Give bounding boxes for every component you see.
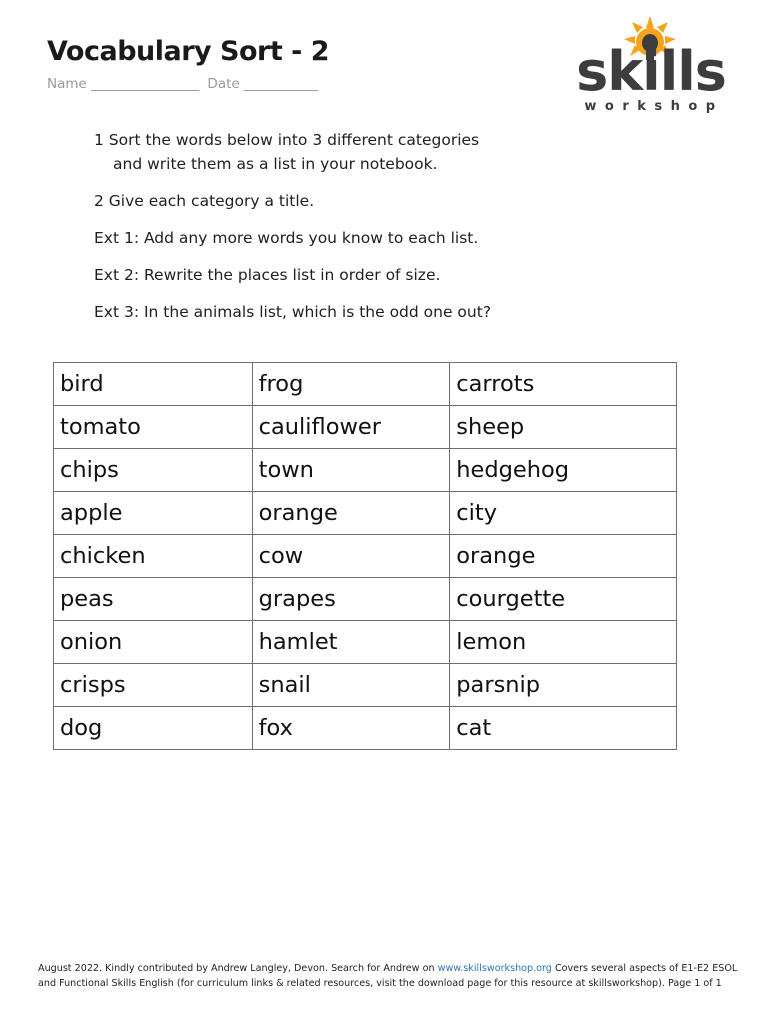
word-cell: parsnip: [450, 664, 677, 707]
logo-subword: workshop: [584, 99, 724, 114]
word-cell: crisps: [54, 664, 253, 707]
table-row: [54, 449, 677, 492]
table-row: [54, 621, 677, 664]
instruction-ext-2: Ext 2: Rewrite the places list in order of size.: [94, 266, 441, 284]
word-cell: snail: [252, 664, 450, 707]
skills-workshop-logo: [566, 14, 736, 118]
word-cell: tomato: [54, 406, 253, 449]
footer-text-end: Covers several aspects of E1-E2 ESOL and Functional Skills English (for curriculum links & related resources, visit the download page for this resource at skillsworkshop). Page 1 of 1: [38, 963, 738, 989]
table-row: [54, 707, 677, 750]
word-cell: dog: [54, 707, 253, 750]
word-cell: hedgehog: [450, 449, 677, 492]
instructions: [94, 128, 654, 324]
word-cell: cauliflower: [252, 406, 450, 449]
instruction-step-1-continued: and write them as a list in your notebook.: [113, 155, 438, 173]
word-cell: chicken: [54, 535, 253, 578]
name-field: Name ________________: [47, 76, 200, 92]
word-cell: hamlet: [252, 621, 450, 664]
word-cell: cat: [450, 707, 677, 750]
word-cell: orange: [450, 535, 677, 578]
word-cell: orange: [252, 492, 450, 535]
table-row: [54, 535, 677, 578]
footer-text-start: August 2022. Kindly contributed by Andrew Langley, Devon. Search for Andrew on: [38, 963, 438, 974]
instruction-ext-1: Ext 1: Add any more words you know to each list.: [94, 229, 479, 247]
word-cell: grapes: [252, 578, 450, 621]
word-cell: frog: [252, 363, 450, 406]
word-cell: lemon: [450, 621, 677, 664]
table-row: [54, 363, 677, 406]
instruction-step-2: 2 Give each category a title.: [94, 192, 315, 210]
word-cell: courgette: [450, 578, 677, 621]
word-cell: carrots: [450, 363, 677, 406]
word-cell: cow: [252, 535, 450, 578]
table-row: [54, 664, 677, 707]
word-cell: onion: [54, 621, 253, 664]
page-title: Vocabulary Sort - 2: [47, 36, 330, 67]
word-cell: bird: [54, 363, 253, 406]
footer: [38, 962, 750, 991]
word-cell: fox: [252, 707, 450, 750]
table-row: [54, 492, 677, 535]
word-cell: peas: [54, 578, 253, 621]
table-row: [54, 406, 677, 449]
footer-website-link[interactable]: www.skillsworkshop.org: [437, 963, 552, 974]
word-cell: apple: [54, 492, 253, 535]
word-cell: town: [252, 449, 450, 492]
logo-word: skills: [576, 40, 726, 103]
date-field: Date ___________: [207, 76, 319, 92]
table-row: [54, 578, 677, 621]
word-cell: chips: [54, 449, 253, 492]
word-table: [53, 362, 677, 750]
word-cell: sheep: [450, 406, 677, 449]
name-date-line: [47, 76, 322, 92]
instruction-step-1: 1 Sort the words below into 3 different categories: [94, 131, 480, 149]
instruction-ext-3: Ext 3: In the animals list, which is the odd one out?: [94, 303, 492, 321]
word-cell: city: [450, 492, 677, 535]
